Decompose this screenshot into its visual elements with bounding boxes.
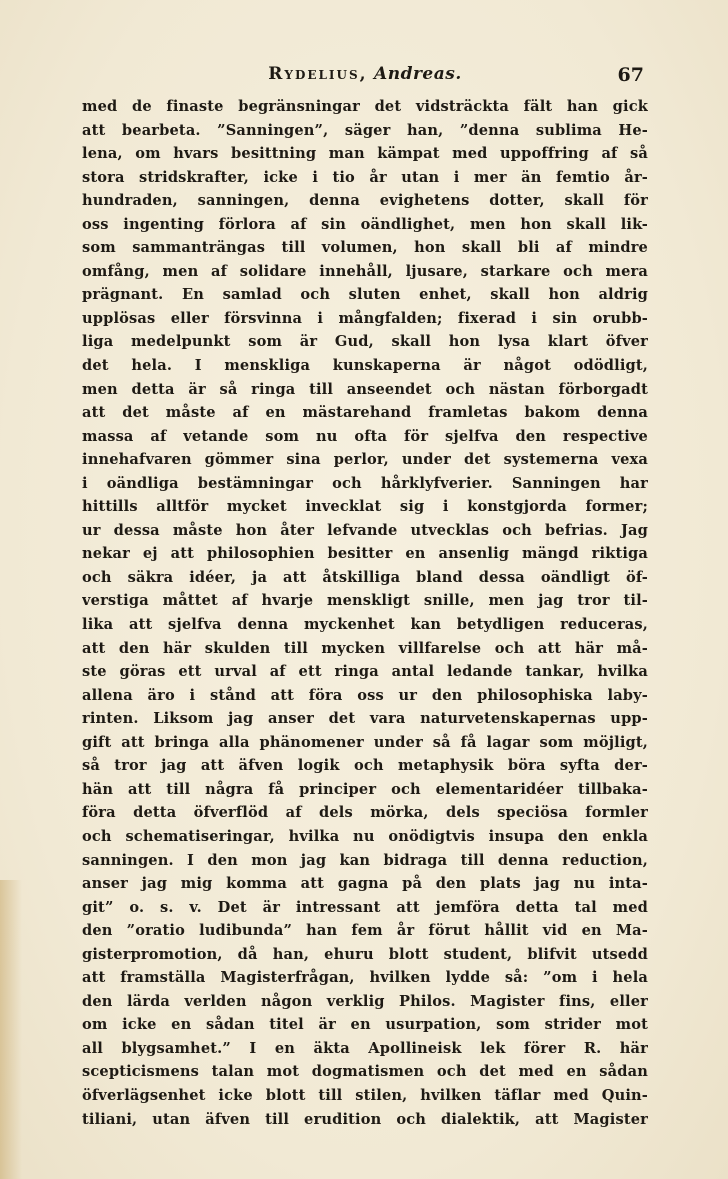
text-line: och schematiseringar, hvilka nu onödigtvis insupa den enkla <box>82 827 648 845</box>
text-line: att bearbeta. ”Sanningen”, säger han, ”denna sublima He- <box>82 121 648 139</box>
text-line: oss ingenting förlora af sin oändlighet, men hon skall lik- <box>82 215 648 233</box>
text-line: så tror jag att äfven logik och metaphysik böra syfta der- <box>82 757 648 775</box>
text-line: prägnant. En samlad och sluten enhet, skall hon aldrig <box>82 286 648 304</box>
text-line: föra detta öfverflöd af dels mörka, dels speciösa formler <box>82 804 648 822</box>
text-line: som sammanträngas till volumen, hon skall bli af mindre <box>82 239 648 257</box>
text-line: ur dessa måste hon åter lefvande utvecklas och befrias. Jag <box>82 521 648 539</box>
text-line: allena äro i stånd att föra oss ur den philosophiska laby- <box>82 686 648 704</box>
text-line: det hela. I menskliga kunskaperna är något odödligt, <box>82 357 648 375</box>
text-line: sanningen. I den mon jag kan bidraga till denna reduction, <box>82 851 648 869</box>
text-line: all blygsamhet.” I en äkta Apollineisk lek förer R. här <box>82 1039 648 1057</box>
text-line: lika att sjelfva denna myckenhet kan betydligen reduceras, <box>82 616 648 634</box>
text-line: men detta är så ringa till anseendet och nästan förborgadt <box>82 380 648 398</box>
text-line: gift att bringa alla phänomener under så få lagar som möjligt, <box>82 733 648 751</box>
text-line: verstiga måttet af hvarje menskligt snille, men jag tror til- <box>82 592 648 610</box>
text-line: innehafvaren gömmer sina perlor, under det systemerna vexa <box>82 451 648 469</box>
text-line: scepticismens talan mot dogmatismen och det med en sådan <box>82 1063 648 1081</box>
page-number: 67 <box>617 64 644 86</box>
text-line: git” o. s. v. Det är intressant att jemföra detta tal med <box>82 898 648 916</box>
text-line: att den här skulden till mycken villfarelse och att här må- <box>82 639 648 657</box>
text-line: massa af vetande som nu ofta för sjelfva den respective <box>82 427 648 445</box>
text-line: den ”oratio ludibunda” han fem år förut hållit vid en Ma- <box>82 922 648 940</box>
page-header <box>80 64 650 94</box>
text-line: ste göras ett urval af ett ringa antal ledande tankar, hvilka <box>82 663 648 681</box>
text-line: att det måste af en mästarehand framletas bakom denna <box>82 404 648 422</box>
text-line: lena, om hvars besittning man kämpat med uppoffring af så <box>82 145 648 163</box>
text-line: liga medelpunkt som är Gud, skall hon lysa klart öfver <box>82 333 648 351</box>
running-head-given-name: Andreas. <box>374 64 462 84</box>
text-line: rinten. Liksom jag anser det vara naturvetenskapernas upp- <box>82 710 648 728</box>
text-line: tiliani, utan äfven till erudition och dialektik, att Magister <box>82 1110 648 1128</box>
text-line: hittills alltför mycket invecklat sig i konstgjorda former; <box>82 498 648 516</box>
running-head-author: Rydelius, <box>268 64 368 84</box>
text-line: gisterpromotion, då han, ehuru blott student, blifvit utsedd <box>82 945 648 963</box>
text-line: nekar ej att philosophien besitter en ansenlig mängd riktiga <box>82 545 648 563</box>
text-line: omfång, men af solidare innehåll, ljusare, starkare och mera <box>82 262 648 280</box>
page-edge-stain <box>0 880 22 1179</box>
text-line: och säkra idéer, ja att åtskilliga bland dessa oändligt öf- <box>82 568 648 586</box>
text-line: om icke en sådan titel är en usurpation, som strider mot <box>82 1016 648 1034</box>
text-line: öfverlägsenhet icke blott till stilen, hvilken täflar med Quin- <box>82 1086 648 1104</box>
text-line: upplösas eller försvinna i mångfalden; fixerad i sin orubb- <box>82 309 648 327</box>
body-text <box>82 95 648 1131</box>
running-head <box>80 64 650 84</box>
text-line: hän att till några få principer och elementaridéer tillbaka- <box>82 780 648 798</box>
text-line: hundraden, sanningen, denna evighetens dotter, skall för <box>82 192 648 210</box>
text-line: anser jag mig komma att gagna på den plats jag nu inta- <box>82 875 648 893</box>
text-line: i oändliga bestämningar och hårklyfverier. Sanningen har <box>82 474 648 492</box>
text-line: att framställa Magisterfrågan, hvilken lydde så: ”om i hela <box>82 969 648 987</box>
text-line: den lärda verlden någon verklig Philos. Magister fins, eller <box>82 992 648 1010</box>
text-line: med de finaste begränsningar det vidsträckta fält han gick <box>82 98 648 115</box>
text-line: stora stridskrafter, icke i tio år utan i mer än femtio år- <box>82 168 648 186</box>
